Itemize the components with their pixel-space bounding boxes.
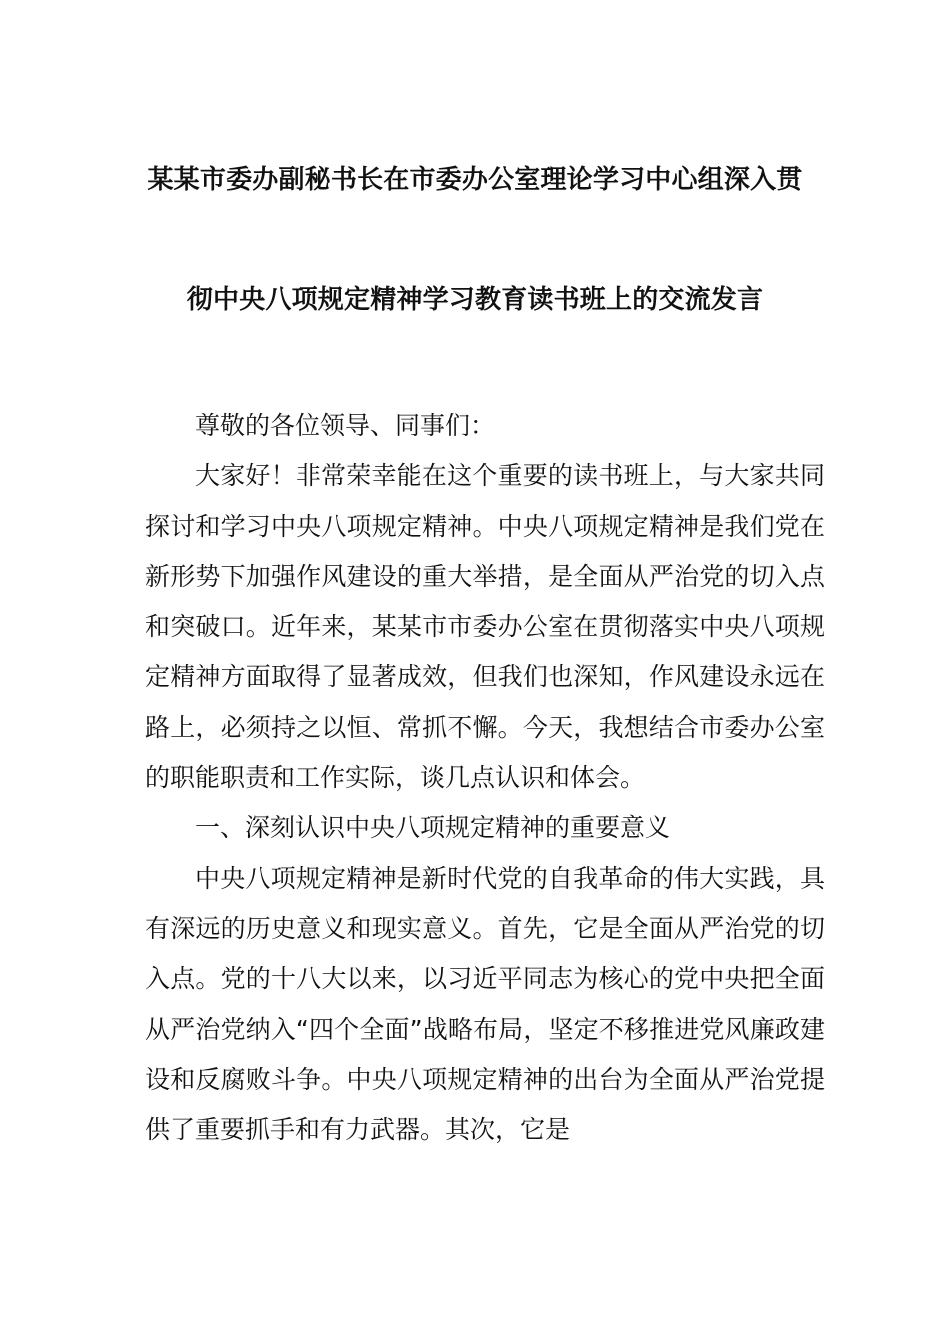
document-title-line-1: 某某市委办副秘书长在市委办公室理论学习中心组深入贯 xyxy=(147,165,803,195)
section-heading-1: 一、深刻认识中央八项规定精神的重要意义 xyxy=(195,813,671,843)
section-1-paragraph: 中央八项规定精神是新时代党的自我革命的伟大实践，具有深远的历史意义和现实意义。首先，它是全面从严治党的切入点。党的十八大以来，以习近平同志为核心的党中央把全面从严治党纳入“四个全面”战略布局，坚定不移推进党风廉政建设和反腐败斗争。中央八项规定精神的出台为全面从严治党提供了重要抓手和有力武器。其次，它是 xyxy=(145,863,825,1145)
greeting-paragraph: 大家好！非常荣幸能在这个重要的读书班上，与大家共同探讨和学习中央八项规定精神。中央八项规定精神是我们党在新形势下加强作风建设的重大举措，是全面从严治党的切入点和突破口。近年来，某某市市委办公室在贯彻落实中央八项规定精神方面取得了显著成效，但我们也深知，作风建设永远在路上，必须持之以恒、常抓不懈。今天，我想结合市委办公室的职能职责和工作实际，谈几点认识和体会。 xyxy=(145,461,825,793)
document-title-line-2: 彻中央八项规定精神学习教育读书班上的交流发言 xyxy=(186,285,764,315)
document-body xyxy=(145,401,825,1155)
salutation-paragraph: 尊敬的各位领导、同事们： xyxy=(195,411,496,440)
